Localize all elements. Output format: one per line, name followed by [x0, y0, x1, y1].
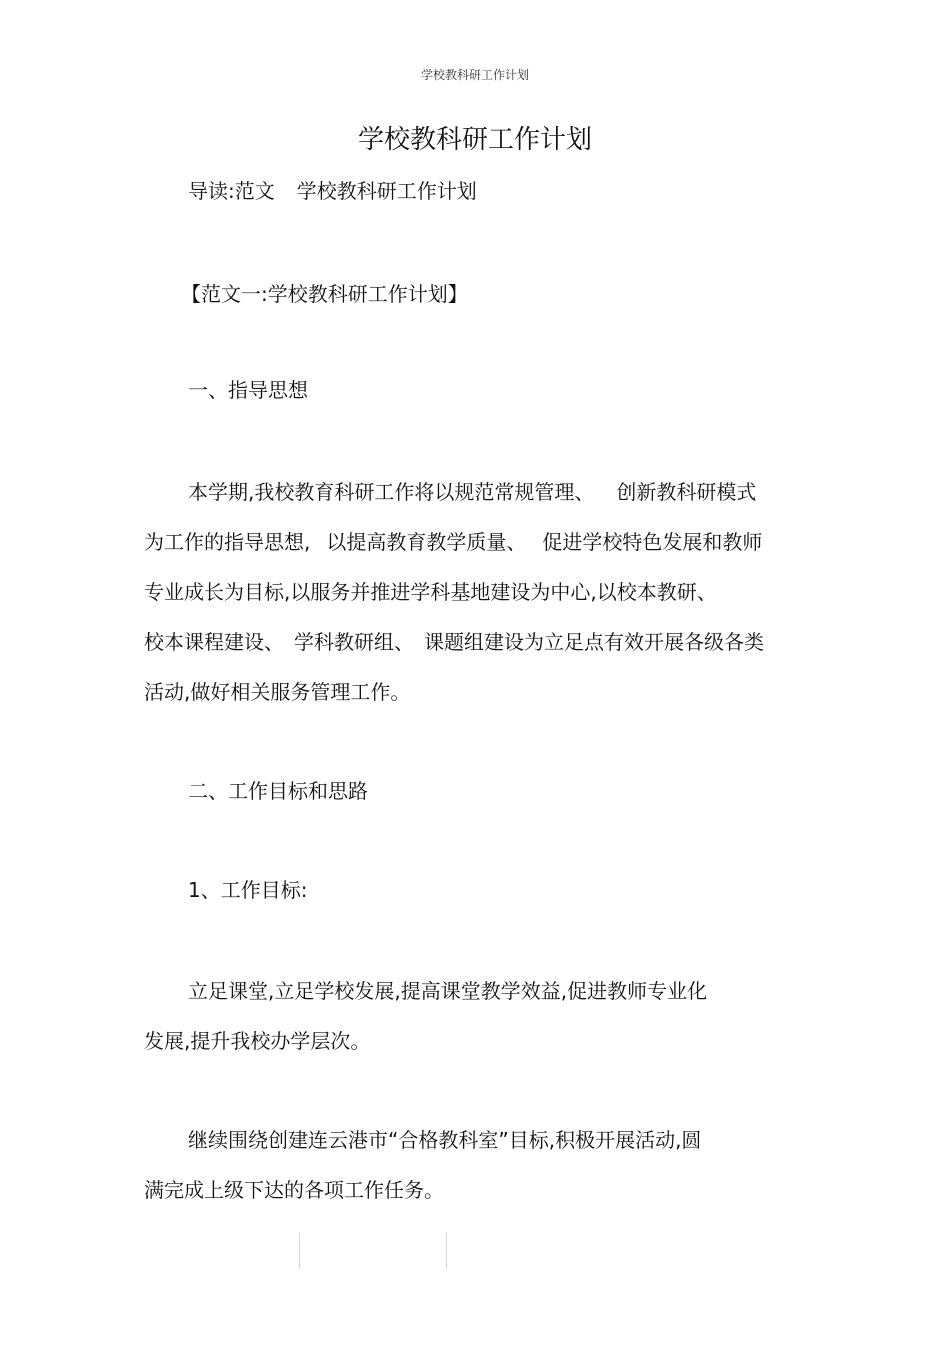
para1-line-1a: 本学期,我校教育科研工作将以规范常规管理、 [188, 480, 595, 504]
para1-line-4b: 学科教研组、 [294, 630, 414, 654]
intro-part-b: 学校教科研工作计划 [296, 179, 477, 203]
para1-line-3: 专业成长为目标,以服务并推进学科基地建设为中心,以校本教研、 [144, 580, 717, 604]
para1-line-4c: 课题组建设为立足点有效开展各级各类 [424, 630, 764, 654]
document-title: 学校教科研工作计划 [357, 125, 592, 155]
sub1-heading: 1、工作目标: [188, 878, 308, 902]
para1-line-2c: 促进学校特色发展和教师 [542, 530, 763, 554]
sample-heading: 【范文一:学校教科研工作计划】 [181, 282, 468, 306]
footer-divider-left [299, 1233, 300, 1269]
intro-line [188, 177, 477, 205]
para1-line-1b: 创新教科研模式 [616, 480, 757, 504]
para1-line-2b: 以提高教育教学质量、 [326, 530, 527, 554]
intro-label: 导读: [188, 179, 235, 203]
para1-line-4 [144, 628, 764, 656]
para1-line-1 [188, 478, 756, 506]
section2-heading: 二、工作目标和思路 [188, 779, 368, 803]
para1-line-5: 活动,做好相关服务管理工作。 [144, 680, 411, 704]
para2-line-1: 立足课堂,立足学校发展,提高课堂教学效益,促进教师专业化 [188, 979, 708, 1003]
para1-line-4a: 校本课程建设、 [144, 630, 284, 654]
para3-line-1: 继续围绕创建连云港市“合格教科室”目标,积极开展活动,圆 [188, 1128, 702, 1152]
para3-line-2: 满完成上级下达的各项工作任务。 [144, 1178, 444, 1202]
para1-line-2a: 为工作的指导思想, [144, 530, 311, 554]
running-header: 学校教科研工作计划 [420, 68, 529, 82]
para2-line-2: 发展,提升我校办学层次。 [144, 1029, 371, 1053]
intro-part-a: 范文 [234, 179, 275, 203]
section1-heading: 一、指导思想 [188, 378, 308, 402]
footer-divider-right [446, 1233, 447, 1269]
para1-line-2 [144, 528, 762, 556]
